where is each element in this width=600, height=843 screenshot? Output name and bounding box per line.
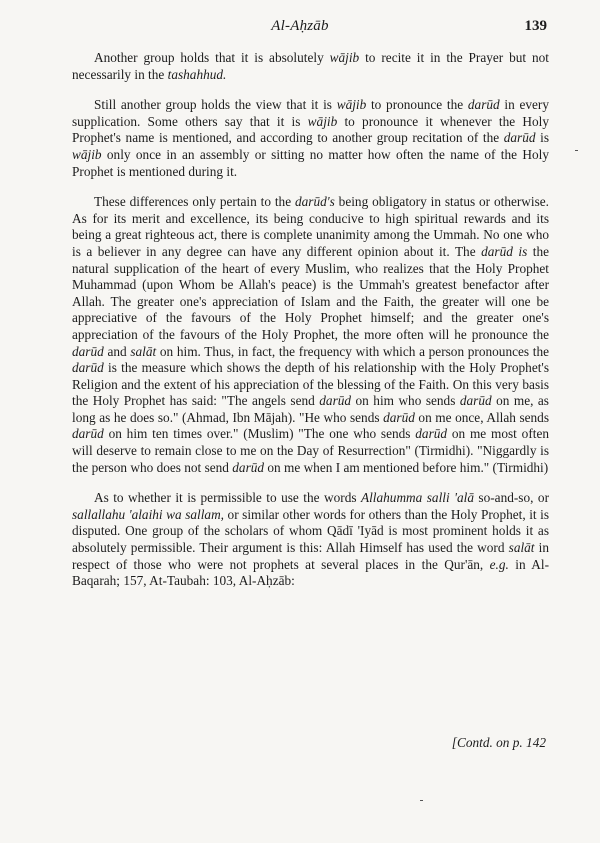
text-run: to recite it in the Prayer but not necessarily in the (72, 50, 550, 82)
text-run: on me most often will deserve to remain close to me on the Day of Resurrection" (Tirmidhi). "Niggardly is the person who does not send (72, 426, 549, 475)
italic-term: darūd (467, 97, 500, 113)
text-run: is (535, 130, 549, 146)
italic-term: darūd (503, 130, 536, 146)
italic-term: darūd (415, 426, 448, 442)
text-run: so-and-so, or (473, 490, 550, 506)
italic-term: darūd (319, 393, 352, 409)
italic-term: wājib (307, 113, 338, 129)
text-run: to pronounce it whenever the Holy Prophet's name is mentioned, and according to another group recitation of the (72, 113, 550, 146)
text-run: on me, as long as he does so." (Ahmad, Ibn Mājah). "He who sends (72, 393, 549, 425)
running-title: Al-Aḥzāb (271, 18, 329, 34)
italic-term: sallallahu 'alaihi wa sallam, (72, 506, 224, 522)
paragraph-3 (72, 194, 549, 476)
italic-term: wājib (329, 50, 360, 65)
text-run: Another group holds that it is absolutely (94, 50, 330, 65)
text-run: As to whether it is permissible to use the words (94, 490, 361, 506)
italic-term: salāt (508, 540, 535, 556)
text-run: to pronounce the (366, 97, 468, 113)
italic-term: darūd (383, 409, 415, 425)
italic-term: wājib (72, 146, 102, 162)
text-run: on me once, Allah sends (414, 409, 549, 425)
text-run: These differences only pertain to the (94, 194, 295, 210)
italic-term: Allahumma salli 'alā (360, 490, 474, 506)
text-run: or similar other words for others than the Holy Prophet, it is disputed. One group of the scholars of whom Qādī 'Iyād is most prominent holds it as absolutely permissible. Their argument is this: Allah Himself has used the word (72, 506, 549, 556)
page-number: 139 (524, 18, 547, 34)
text-run: on him who sends (351, 393, 460, 409)
text-run: being obligatory in status or otherwise. As for its merit and excellence, its being conducive to high spiritual rewards and its being a great righteous act, there is complete unanimity among the Ummah. No one who is a believer in any degree can have any different opinion about it. The (72, 194, 550, 259)
text-run: and (103, 343, 131, 359)
body-text (72, 50, 549, 604)
italic-term: darūd's (295, 194, 335, 210)
text-run: Still another group holds the view that it is (94, 97, 337, 113)
text-run: in Al-Baqarah; 157, At-Taubah: 103, Al-Aḥzāb: (72, 556, 549, 589)
continuation-note: [Contd. on p. 142 (451, 735, 546, 750)
italic-term: darūd (72, 360, 104, 376)
italic-term: tashahhud. (167, 66, 227, 82)
text-run: in respect of those who were not prophets at several places in the Qur'ān, (72, 540, 550, 572)
paragraph-1 (72, 50, 549, 83)
italic-term: salāt (130, 343, 157, 359)
text-run: on him. Thus, in fact, the frequency with which a person pronounces the (156, 343, 549, 359)
text-run: on him ten times over." (Muslim) "The one who sends (103, 426, 416, 442)
text-run: the natural supplication of the heart of every Muslim, who realizes that the Holy Prophet Muhammad (upon Whom be Allah's peace) is the Ummah's greatest benefactor after Allah. The greater one's appreciation of Islam and the Faith, the greater will one be appreciative of the favours of the Holy Prophet himself; and the greater one's appreciation of the favours of the Holy Prophet, the more often will he pronounce the (72, 243, 549, 342)
scan-speck (420, 800, 423, 801)
paragraph-4 (72, 490, 549, 590)
scan-speck (575, 150, 578, 151)
text-run: in every supplication. Some others say that it is (72, 97, 549, 129)
italic-term: darūd (72, 343, 104, 359)
italic-term: darūd (72, 426, 104, 442)
italic-term: darūd (459, 393, 492, 409)
italic-term: e.g. (489, 556, 509, 572)
italic-term: wājib (336, 97, 367, 113)
text-run: only once in an assembly or sitting no matter how often the name of the Holy Prophet is mentioned during it. (72, 146, 549, 179)
text-run: is the measure which shows the depth of his relationship with the Holy Prophet's Religion and the extent of his appreciation of the blessing of the Faith. On this very basis the Holy Prophet has said: "The angels send (72, 360, 549, 409)
text-run: on me when I am mentioned before him." (Tirmidhi) (264, 459, 549, 475)
italic-term: darūd is (481, 243, 528, 259)
italic-term: darūd (232, 459, 265, 475)
paragraph-2 (72, 97, 549, 180)
